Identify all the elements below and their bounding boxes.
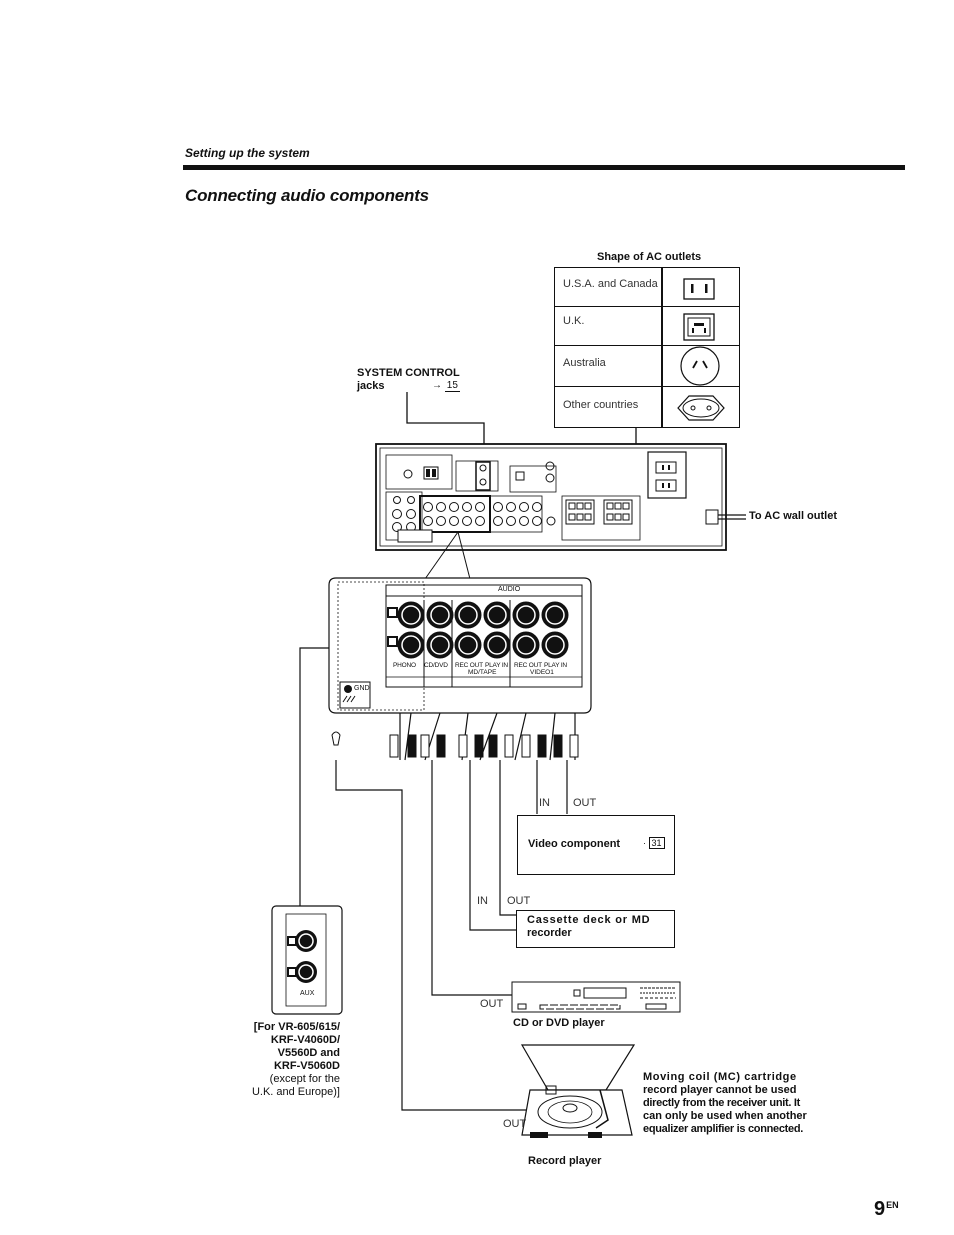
models-note [238,1021,340,1099]
video-in-label: IN [539,797,550,809]
jacks-ref-number: 15 [446,380,458,391]
jack-label-md-play: PLAY IN [485,662,508,669]
outlet-row-usa: U.S.A. and Canada [563,278,658,290]
jack-label-cd: CD/DVD [424,662,448,669]
cd-player-label: CD or DVD player [513,1017,605,1029]
cables [300,648,575,1110]
mc-note-line: equalizer amplifier is connected. [643,1123,804,1135]
aux-panel [272,906,342,1014]
ac-wall-label: To AC wall outlet [749,510,837,522]
aux-label: AUX [300,990,315,997]
mc-note-line: directly from the receiver unit. It [643,1097,800,1109]
record-out-label: OUT [503,1118,527,1130]
jacks-label: jacks [357,380,385,392]
system-control-label: SYSTEM CONTROL [357,367,460,379]
video-ref-number: 31 [649,837,665,849]
jack-label-md-rec: REC OUT [455,662,483,669]
audio-label: AUDIO [498,586,521,593]
audio-jack-panel [329,578,591,713]
cassette-in-label: IN [477,895,488,907]
models-note-line: V5560D and [277,1047,340,1059]
models-note-line: [For VR-605/615/ [253,1021,340,1033]
outlet-row-australia: Australia [563,357,606,369]
mc-note-line: record player cannot be used [643,1084,797,1096]
page-number-value: 9 [874,1198,886,1220]
page-title: Connecting audio components [185,186,429,205]
models-note-line: (except for the [269,1073,340,1085]
outlet-row-uk: U.K. [563,315,585,327]
gnd-label: GND [354,685,370,692]
jack-label-video-play: PLAY IN [544,662,567,669]
mc-note-line: can only be used when another [643,1110,807,1122]
cassette-label-line1: Cassette deck or MD [527,914,651,926]
cassette-label-line2: recorder [527,927,572,939]
video-out-label: OUT [573,797,597,809]
jack-label-phono: PHONO [393,662,416,669]
models-note-line: KRF-V4060D/ [270,1034,340,1046]
outlet-row-other: Other countries [563,399,639,411]
cd-out-label: OUT [480,998,504,1010]
video-component-box [517,815,675,875]
turntable-drawing [522,1045,634,1138]
receiver-rear-panel [376,444,746,550]
jack-label-video-rec: REC OUT [514,662,542,669]
video-component-label: Video component [528,838,621,850]
arrow-icon: · [643,838,646,848]
cassette-deck-box [516,910,675,948]
group-label-video: VIDEO1 [530,669,554,676]
record-player-label: Record player [528,1155,602,1167]
group-label-md: MD/TAPE [468,669,497,676]
cd-player-drawing [512,982,680,1012]
cassette-out-label: OUT [507,895,531,907]
models-note-line: KRF-V5060D [273,1060,340,1072]
section-label: Setting up the system [185,146,310,160]
models-note-line: U.K. and Europe)] [251,1086,340,1098]
page-language: EN [886,1200,899,1210]
mc-cartridge-note [643,1071,813,1136]
gnd-lug-icon [332,732,340,745]
rca-plugs [390,735,578,757]
ac-outlets-title: Shape of AC outlets [597,251,702,263]
arrow-icon: → [432,380,442,391]
page-number [874,1198,899,1221]
mc-note-line: Moving coil (MC) cartridge [643,1071,797,1083]
video-component-ref [643,838,665,848]
